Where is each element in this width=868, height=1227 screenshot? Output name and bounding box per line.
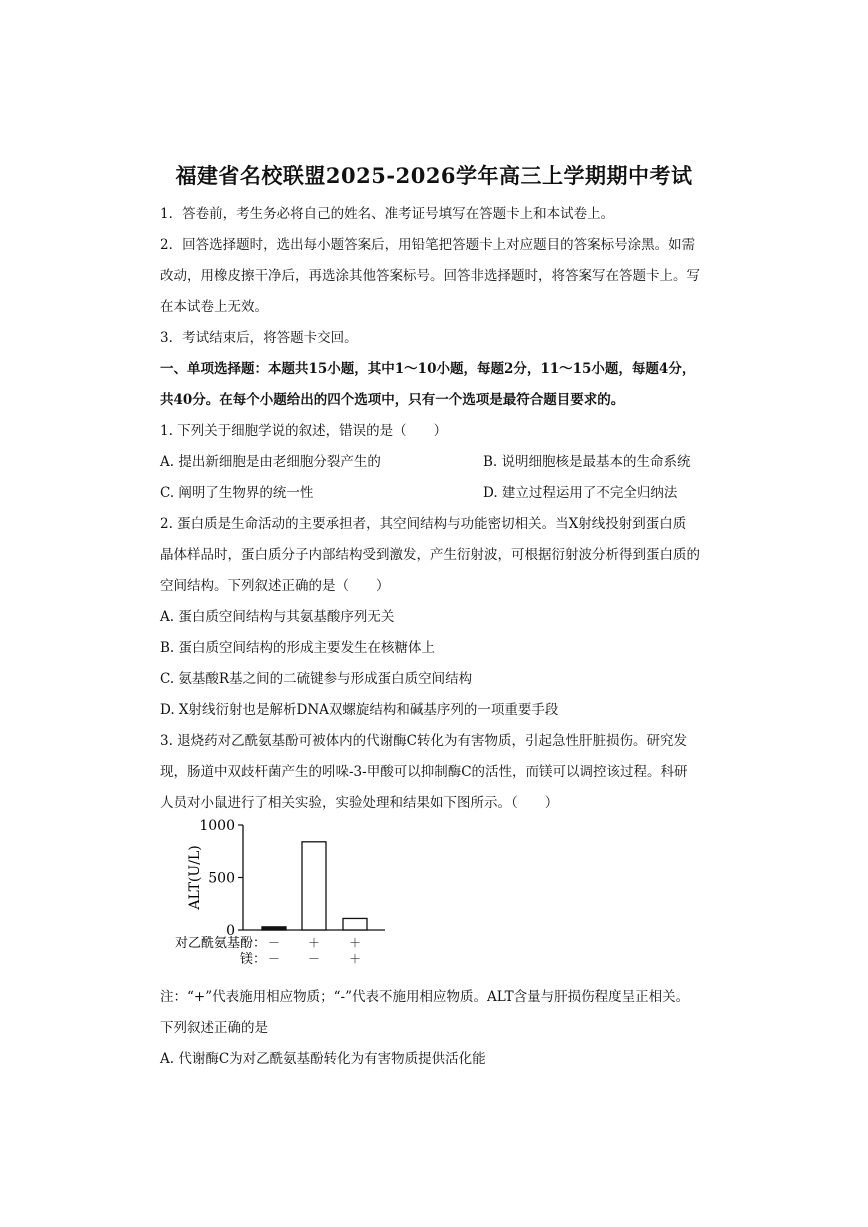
q1-option-c: C. 阐明了生物界的统一性 bbox=[160, 485, 314, 501]
q1-option-a: A. 提出新细胞是由老细胞分裂产生的 bbox=[160, 454, 381, 470]
treatment-sign: ＋ bbox=[307, 936, 321, 950]
treatment-sign: ＋ bbox=[348, 936, 362, 950]
treatment-sign: － bbox=[267, 936, 281, 950]
instruction-3: 3．考试结束后，将答题卡交回。 bbox=[160, 330, 358, 346]
q3-note: 注：“+”代表施用相应物质；“-”代表不施用相应物质。ALT含量与肝损伤程度呈正相关。 bbox=[160, 989, 690, 1005]
q1-option-d: D. 建立过程运用了不完全归纳法 bbox=[483, 485, 678, 501]
treatment-label: 镁： bbox=[239, 952, 266, 967]
q2-option-a: A. 蛋白质空间结构与其氨基酸序列无关 bbox=[160, 609, 395, 625]
instruction-2-line-2: 改动，用橡皮擦干净后，再选涂其他答案标号。回答非选择题时，将答案写在答题卡上。写 bbox=[160, 268, 700, 284]
q2-option-d: D. X射线衍射也是解析DNA双螺旋结构和碱基序列的一项重要手段 bbox=[160, 702, 559, 718]
bar bbox=[343, 918, 367, 930]
q1-stem: 1. 下列关于细胞学说的叙述，错误的是（ ） bbox=[160, 423, 448, 439]
y-tick-label: 1000 bbox=[199, 818, 235, 834]
section-heading-line-2: 共40分。在每个小题给出的四个选项中，只有一个选项是最符合题目要求的。 bbox=[160, 392, 625, 408]
q3-stem-line-3: 人员对小鼠进行了相关实验，实验处理和结果如下图所示。（ ） bbox=[160, 795, 559, 811]
q2-stem-line-3: 空间结构。下列叙述正确的是（ ） bbox=[160, 578, 390, 594]
treatment-sign: － bbox=[307, 952, 321, 966]
treatment-label: 对乙酰氨基酚： bbox=[174, 936, 266, 951]
bar bbox=[262, 927, 286, 930]
y-tick-label: 500 bbox=[208, 870, 235, 887]
y-tick-label: 0 bbox=[226, 923, 235, 939]
q3-stem-line-1: 3. 退烧药对乙酰氨基酚可被体内的代谢酶C转化为有害物质，引起急性肝脏损伤。研究发 bbox=[160, 733, 687, 749]
section-heading-line-1: 一、单项选择题：本题共15小题，其中1～10小题，每题2分，11～15小题，每题4分， bbox=[160, 361, 696, 377]
bar bbox=[302, 842, 326, 930]
instruction-1: 1．答卷前，考生务必将自己的姓名、准考证号填写在答题卡上和本试卷上。 bbox=[160, 206, 615, 222]
q1-option-b: B. 说明细胞核是最基本的生命系统 bbox=[483, 454, 691, 470]
q3-option-a: A. 代谢酶C为对乙酰氨基酚转化为有害物质提供活化能 bbox=[160, 1051, 486, 1067]
q2-stem-line-2: 晶体样品时，蛋白质分子内部结构受到激发，产生衍射波，可根据衍射波分析得到蛋白质的 bbox=[160, 547, 700, 563]
exam-title: 福建省名校联盟2025-2026学年高三上学期期中考试 bbox=[175, 163, 693, 188]
treatment-sign: － bbox=[267, 952, 281, 966]
alt-bar-chart bbox=[155, 812, 415, 977]
instruction-2-line-3: 在本试卷上无效。 bbox=[160, 299, 268, 315]
q3-ask: 下列叙述正确的是 bbox=[160, 1020, 268, 1036]
treatment-sign: ＋ bbox=[348, 952, 362, 966]
q2-option-c: C. 氨基酸R基之间的二硫键参与形成蛋白质空间结构 bbox=[160, 671, 473, 687]
y-axis-label: ALT(U/L) bbox=[187, 845, 203, 910]
q3-stem-line-2: 现，肠道中双歧杆菌产生的吲哚-3-甲酸可以抑制酶C的活性，而镁可以调控该过程。科研 bbox=[160, 764, 688, 780]
q2-option-b: B. 蛋白质空间结构的形成主要发生在核糖体上 bbox=[160, 640, 436, 656]
instruction-2-line-1: 2．回答选择题时，选出每小题答案后，用铅笔把答题卡上对应题目的答案标号涂黑。如需 bbox=[160, 237, 696, 253]
q2-stem-line-1: 2. 蛋白质是生命活动的主要承担者，其空间结构与功能密切相关。当X射线投射到蛋白质 bbox=[160, 516, 687, 532]
